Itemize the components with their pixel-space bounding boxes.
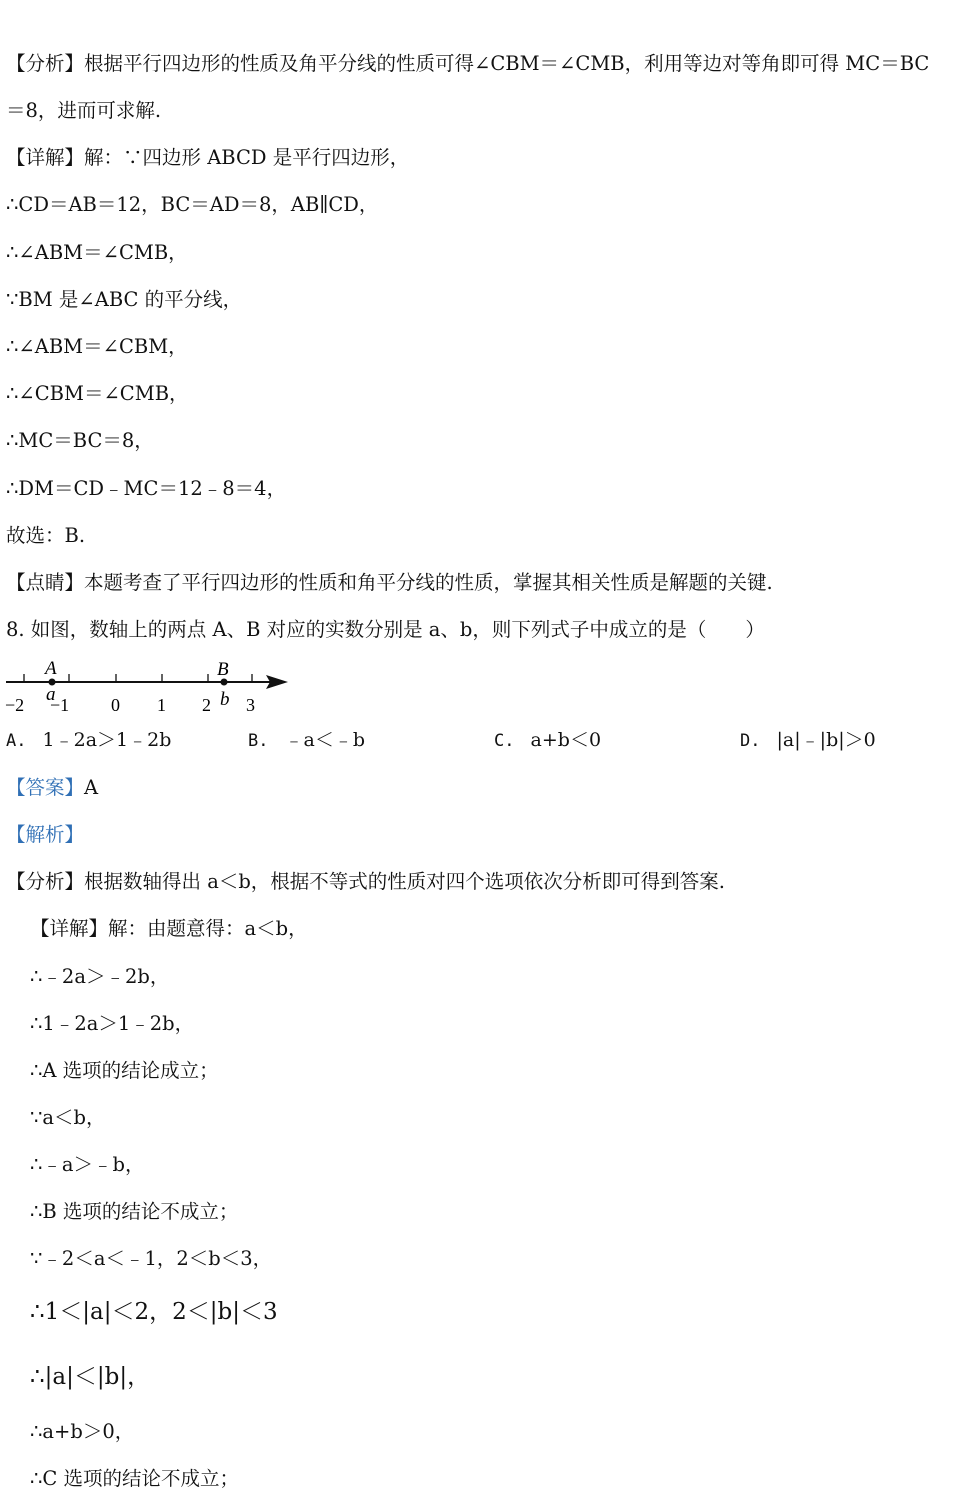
option-b-label: B. (248, 731, 269, 751)
answer-value: A (84, 776, 99, 799)
option-c (494, 727, 601, 754)
point-b-label: B (217, 659, 229, 680)
tick-label: −2 (5, 695, 25, 715)
proof-line: ∵BM 是∠ABC 的平分线， (6, 288, 243, 311)
option-b-text: ﹣a＜﹣b (284, 729, 366, 751)
solution-step: ∴a+b＞0， (30, 1420, 135, 1443)
solution-detail-line: 【详解】解：由题意得：a＜b， (30, 917, 308, 940)
choice-line: 故选：B. (6, 524, 86, 547)
option-a-label: A. (6, 731, 27, 751)
option-d-label: D. (740, 731, 761, 751)
option-d-text: |a|﹣|b|＞0 (776, 729, 876, 751)
tick-label: 3 (246, 695, 255, 715)
comment-line: 【点睛】本题考查了平行四边形的性质和角平分线的性质，掌握其相关性质是解题的关键. (6, 571, 773, 594)
answer-line (6, 775, 98, 801)
analysis-tag: 【解析】 (6, 823, 85, 846)
proof-line: ∴CD＝AB＝12，BC＝AD＝8，AB∥CD， (6, 193, 379, 216)
solution-step: ∴C 选项的结论不成立； (30, 1467, 240, 1490)
option-d (740, 727, 876, 754)
tick-label: 1 (157, 695, 166, 715)
tick-label: −1 (50, 695, 70, 715)
solution-analysis-line: 【分析】根据数轴得出 a＜b，根据不等式的性质对四个选项依次分析即可得到答案. (6, 870, 726, 893)
point-a-var: a (46, 684, 56, 705)
analysis-line-continued: ＝8，进而可求解. (6, 99, 162, 122)
option-c-label: C. (494, 731, 515, 751)
tick-label: 0 (111, 695, 120, 715)
number-line-figure (0, 650, 300, 722)
tick-label: 2 (202, 695, 211, 715)
point-b-var: b (220, 689, 230, 710)
solution-step: ∵a＜b， (30, 1106, 106, 1129)
option-b (248, 727, 365, 754)
solution-step-abs-compare: ∴|a|＜|b|， (30, 1364, 151, 1390)
proof-line: ∴∠ABM＝∠CMB， (6, 241, 188, 264)
solution-step: ∵﹣2＜a＜﹣1，2＜b＜3， (30, 1247, 273, 1270)
solution-step: ∴A 选项的结论成立； (30, 1059, 219, 1082)
solution-step: ∴﹣a＞﹣b， (30, 1153, 145, 1176)
option-a-text: 1﹣2a＞1﹣2b (42, 729, 172, 751)
solution-step: ∴1﹣2a＞1﹣2b， (30, 1012, 195, 1035)
analysis-line: 【分析】根据平行四边形的性质及角平分线的性质可得∠CBM＝∠CMB，利用等边对等角即可得 MC＝BC (6, 52, 930, 75)
solution-step: ∴B 选项的结论不成立； (30, 1200, 239, 1223)
point-a-label: A (45, 658, 57, 679)
answer-tag: 【答案】 (6, 776, 85, 799)
solution-step: ∴﹣2a＞﹣2b， (30, 965, 170, 988)
option-c-text: a+b＜0 (530, 729, 602, 751)
question-8-text: 8. 如图，数轴上的两点 A、B 对应的实数分别是 a、b，则下列式子中成立的是（ ） (6, 618, 765, 641)
detail-line: 【详解】解：∵四边形 ABCD 是平行四边形， (6, 146, 410, 169)
proof-line: ∴DM＝CD﹣MC＝12﹣8＝4， (6, 477, 287, 500)
solution-step-abs-range: ∴1＜|a|＜2，2＜|b|＜3 (30, 1299, 278, 1325)
proof-line: ∴∠CBM＝∠CMB， (6, 382, 189, 405)
proof-line: ∴MC＝BC＝8， (6, 429, 154, 452)
option-a (6, 727, 171, 754)
proof-line: ∴∠ABM＝∠CBM， (6, 335, 188, 358)
